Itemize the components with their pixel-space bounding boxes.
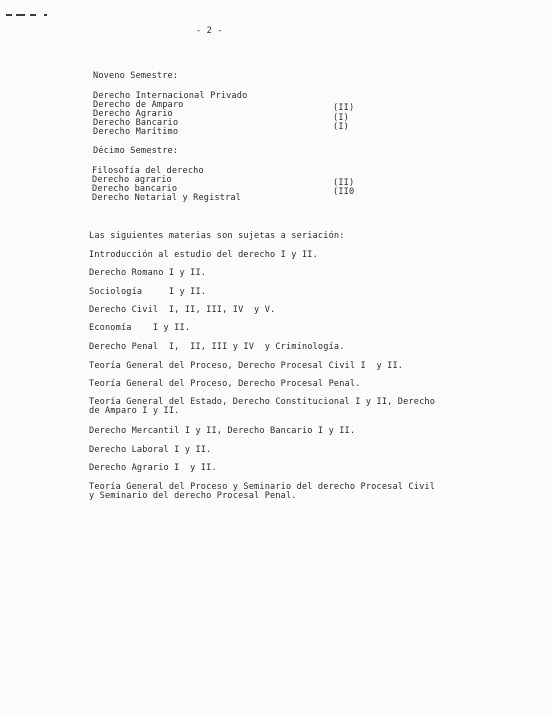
seriacion-item: Introducción al estudio del derecho I y II.	[89, 250, 318, 260]
decimo-semestre-heading: Décimo Semestre:	[93, 146, 179, 156]
decimo-item: Filosofía del derecho	[92, 166, 204, 176]
seriacion-item: Derecho Penal I, II, III y IV y Criminología.	[89, 342, 345, 352]
noveno-item: Derecho Marítimo	[93, 127, 179, 137]
seriacion-item: Economía I y II.	[89, 323, 191, 333]
seriacion-item: Teoría General del Proceso, Derecho Procesal Penal.	[89, 379, 361, 389]
page-number: - 2 -	[196, 26, 223, 36]
seriacion-item: Derecho Laboral I y II.	[89, 445, 212, 455]
seriacion-item: Teoría General del Proceso, Derecho Procesal Civil I y II.	[89, 361, 404, 371]
decimo-item-code: (II)	[333, 178, 355, 188]
decimo-item: Derecho Notarial y Registral	[92, 193, 242, 203]
seriacion-item: Teoría General del Proceso y Seminario del derecho Procesal Civil y Seminario del derecho Procesal Penal.	[89, 482, 436, 501]
seriacion-intro: Las siguientes materias son sujetas a seriación:	[89, 231, 345, 241]
noveno-item: Derecho de Amparo	[93, 100, 184, 110]
seriacion-item: Derecho Mercantil I y II, Derecho Bancario I y II.	[89, 426, 356, 436]
noveno-item: Derecho Agrario	[93, 109, 173, 119]
decimo-item-code: (II0	[333, 187, 355, 197]
noveno-item: Derecho Internacional Privado	[93, 91, 248, 101]
seriacion-item: Derecho Civil I, II, III, IV y V.	[89, 305, 276, 315]
noveno-item: Derecho Bancario	[93, 118, 179, 128]
noveno-semestre-heading: Noveno Semestre:	[93, 71, 179, 81]
seriacion-item: Sociología I y II.	[89, 287, 207, 297]
seriacion-item: Derecho Romano I y II.	[89, 268, 207, 278]
corner-scan-mark	[6, 14, 48, 17]
noveno-item-code: (I)	[333, 113, 349, 123]
decimo-item: Derecho bancario	[92, 184, 178, 194]
seriacion-item: Derecho Agrario I y II.	[89, 463, 217, 473]
noveno-item-code: (II)	[333, 103, 355, 113]
seriacion-item: Teoría General del Estado, Derecho Constitucional I y II, Derecho de Amparo I y II.	[89, 397, 436, 416]
decimo-item: Derecho agrario	[92, 175, 172, 185]
noveno-item-code: (I)	[333, 122, 349, 132]
